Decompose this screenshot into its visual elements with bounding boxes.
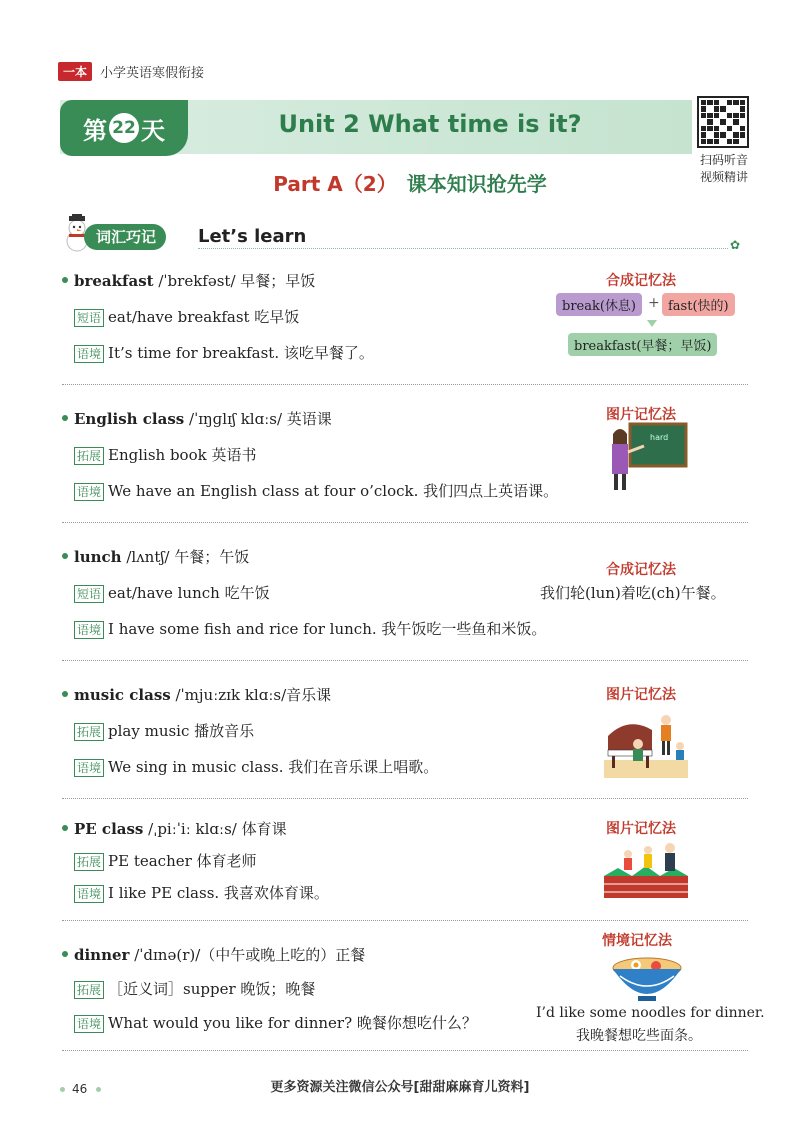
- entry-phonetic: /lʌntʃ/ 午餐；午饭: [126, 548, 250, 566]
- star-icon: ✿: [730, 238, 741, 252]
- entry-line-3: [74, 882, 329, 903]
- entry-line-2: [74, 978, 315, 999]
- day-badge: [60, 100, 188, 156]
- entry-line-3: [74, 480, 558, 501]
- qr-code-icon[interactable]: [697, 96, 749, 148]
- entry-text: What would you like for dinner? 晚餐你想吃什么？: [108, 1014, 477, 1032]
- memory-chip: break(休息): [556, 293, 642, 316]
- entry-phonetic: /ˈbrekfəst/ 早餐；早饭: [158, 272, 316, 290]
- memory-sentence: 我们轮(lun)着吃(ch)午餐。: [540, 584, 726, 602]
- memo-method: 情境记忆法: [602, 933, 672, 949]
- entry-text: We sing in music class. 我们在音乐课上唱歌。: [108, 758, 439, 776]
- qr-caption-line-1: 扫码听音: [699, 153, 748, 167]
- entry-word: PE class: [74, 820, 144, 838]
- plus-sign: +: [648, 295, 660, 311]
- entry-phonetic: /ˈdɪnə(r)/（中午或晚上吃的）正餐: [134, 946, 366, 964]
- entry-text: We have an English class at four o’clock. 我们四点上英语课。: [108, 482, 559, 500]
- entry-phonetic: /ˈmjuːzɪk klɑːs/音乐课: [175, 686, 332, 704]
- footer-note: 更多资源关注微信公众号[甜甜麻麻育儿资料]: [270, 1080, 530, 1095]
- entry-line-2: [74, 306, 299, 327]
- day-suffix: 天: [141, 116, 165, 145]
- entry-divider: [62, 1050, 748, 1051]
- day-number: 22: [109, 113, 139, 143]
- entry-text: English book 英语书: [108, 446, 257, 464]
- arrow-down-icon: [647, 320, 657, 327]
- day-prefix: 第: [83, 116, 107, 145]
- bullet-icon: [62, 691, 68, 697]
- entry-word: music class: [74, 686, 171, 704]
- header-brand: [58, 62, 204, 81]
- entry-tag: 短语: [74, 585, 104, 603]
- entry-tag: 拓展: [74, 723, 104, 741]
- entry-tag: 拓展: [74, 981, 104, 999]
- entry-text: ［近义词］supper 晚饭；晚餐: [108, 980, 316, 998]
- pe-class-illustration: [604, 840, 688, 898]
- section-heading: [60, 214, 740, 252]
- section-label-en: Let’s learn: [198, 226, 307, 247]
- teacher-blackboard-illustration: [604, 422, 688, 494]
- entry-tag: 短语: [74, 309, 104, 327]
- memo-method: 合成记忆法: [606, 562, 676, 578]
- qr-caption-line-2: 视频精讲: [699, 170, 748, 184]
- entry-divider: [62, 384, 748, 385]
- entry-line-2: [74, 850, 257, 871]
- entry-tag: 拓展: [74, 447, 104, 465]
- music-class-illustration: [604, 706, 688, 778]
- memo-method: 图片记忆法: [606, 687, 676, 703]
- entry-text: play music 播放音乐: [108, 722, 255, 740]
- entry-text: It’s time for breakfast. 该吃早餐了。: [108, 344, 374, 362]
- bullet-icon: [62, 277, 68, 283]
- brand-text: 小学英语寒假衔接: [100, 66, 205, 81]
- entry-divider: [62, 920, 748, 921]
- section-divider: [198, 248, 728, 249]
- section-label-cn: 词汇巧记: [84, 224, 166, 250]
- entry-headline: [62, 270, 315, 291]
- page-number: 46: [72, 1082, 88, 1096]
- memory-sentence-en: I’d like some noodles for dinner.: [536, 1005, 765, 1021]
- part-title: [200, 168, 620, 197]
- entry-headline: [62, 408, 332, 429]
- entry-text: eat/have lunch 吃午饭: [108, 584, 270, 602]
- entry-line-2: [74, 582, 270, 603]
- entry-divider: [62, 798, 748, 799]
- entry-headline: [62, 944, 365, 965]
- bullet-icon: [62, 825, 68, 831]
- entry-tag: 语境: [74, 885, 104, 903]
- entry-line-3: [74, 342, 374, 363]
- entry-phonetic: /ˌpiːˈiː klɑːs/ 体育课: [148, 820, 287, 838]
- memory-chip: fast(快的): [662, 293, 735, 316]
- entry-headline: [62, 818, 287, 839]
- entry-tag: 语境: [74, 1015, 104, 1033]
- entry-headline: [62, 684, 331, 705]
- memo-method: 图片记忆法: [606, 407, 676, 423]
- unit-title: Unit 2 What time is it?: [278, 110, 582, 138]
- bullet-icon: [62, 553, 68, 559]
- memo-method: 图片记忆法: [606, 821, 676, 837]
- entry-tag: 语境: [74, 483, 104, 501]
- qr-caption: [688, 152, 760, 186]
- entry-line-3: [74, 618, 546, 639]
- entry-word: English class: [74, 410, 185, 428]
- entry-phonetic: /ˈɪŋɡlɪʃ klɑːs/ 英语课: [189, 410, 332, 428]
- entry-divider: [62, 522, 748, 523]
- entry-tag: 拓展: [74, 853, 104, 871]
- board-text: hard: [650, 433, 669, 442]
- bullet-icon: [62, 951, 68, 957]
- entry-tag: 语境: [74, 621, 104, 639]
- entry-line-3: [74, 1012, 477, 1033]
- entry-line-2: [74, 720, 254, 741]
- bullet-icon: [62, 415, 68, 421]
- page-dot-icon: [96, 1087, 101, 1092]
- entry-divider: [62, 660, 748, 661]
- brand-logo: 一本: [58, 62, 92, 81]
- noodle-bowl-illustration: [610, 952, 684, 1004]
- entry-text: I have some fish and rice for lunch. 我午饭吃一些鱼和米饭。: [108, 620, 547, 638]
- entry-line-2: [74, 444, 256, 465]
- entry-line-3: [74, 756, 438, 777]
- part-label: Part A（2）: [273, 172, 397, 196]
- entry-word: dinner: [74, 946, 130, 964]
- entry-word: lunch: [74, 548, 122, 566]
- entry-headline: [62, 546, 249, 567]
- part-subtitle: 课本知识抢先学: [406, 172, 547, 196]
- entry-text: PE teacher 体育老师: [108, 852, 257, 870]
- entry-text: eat/have breakfast 吃早饭: [108, 308, 300, 326]
- entry-tag: 语境: [74, 759, 104, 777]
- memory-chip: breakfast(早餐；早饭): [568, 333, 717, 356]
- entry-text: I like PE class. 我喜欢体育课。: [108, 884, 329, 902]
- memo-method: 合成记忆法: [606, 273, 676, 289]
- page-dot-icon: [60, 1087, 65, 1092]
- entry-tag: 语境: [74, 345, 104, 363]
- entry-word: breakfast: [74, 272, 154, 290]
- memory-sentence-cn: 我晚餐想吃些面条。: [576, 1028, 702, 1044]
